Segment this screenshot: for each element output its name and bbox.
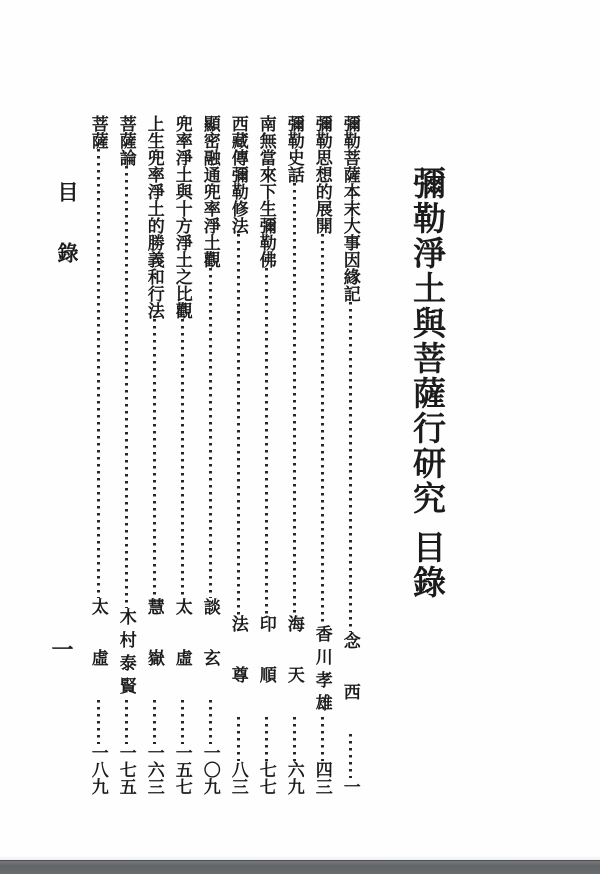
toc-entry-page: 一〇九 (200, 744, 220, 795)
toc-entry (89, 115, 107, 795)
page-title (408, 166, 443, 600)
toc-entry-author: 香川孝雄 (312, 625, 332, 717)
toc-entry-title: 兜率淨土與十方淨土之比觀 (172, 115, 192, 319)
running-head-contents: 目錄 (55, 181, 79, 303)
toc-entry-title: 菩薩 (88, 115, 108, 149)
toc-entry-page: 一六三 (144, 744, 164, 795)
dotted-leader (349, 734, 352, 778)
toc-entry-title: 菩薩論 (116, 115, 136, 166)
toc-entries (89, 115, 359, 795)
toc-entry-title: 上生兜率淨土的勝義和行法 (144, 115, 164, 319)
toc-entry-title: 顯密融通兜率淨土觀 (200, 115, 220, 268)
toc-entry (285, 115, 303, 795)
contents-label: 目錄 (408, 530, 444, 600)
toc-entry (201, 115, 219, 795)
toc-entry-page: 一 (340, 778, 360, 795)
toc-entry-author: 海天 (284, 615, 304, 717)
dotted-leader (209, 268, 212, 598)
dotted-leader (97, 700, 100, 744)
dotted-leader (265, 268, 268, 615)
toc-entry-author: 印順 (256, 615, 276, 717)
toc-entry-title: 彌勒菩薩本末大事因緣記 (340, 115, 360, 302)
toc-entry-page: 七七 (256, 761, 276, 795)
dotted-leader (265, 717, 268, 761)
toc-entry-author: 慧嶽 (144, 598, 164, 700)
toc-entry (229, 115, 247, 795)
toc-entry-author: 念西 (340, 632, 360, 734)
toc-entry-page: 一七五 (116, 744, 136, 795)
dotted-leader (237, 717, 240, 761)
toc-entry-page: 四三 (312, 761, 332, 795)
toc-entry-title: 彌勒史話 (284, 115, 304, 183)
dotted-leader (125, 700, 128, 744)
dotted-leader (349, 302, 352, 632)
dotted-leader (97, 149, 100, 598)
page-number: 一 (49, 638, 74, 660)
dotted-leader (321, 717, 324, 761)
toc-entry-page: 一五七 (172, 744, 192, 795)
toc-entry (173, 115, 191, 795)
dotted-leader (293, 717, 296, 761)
dotted-leader (293, 183, 296, 615)
toc-entry-page: 一八九 (88, 744, 108, 795)
toc-entry (313, 115, 331, 795)
toc-entry-author: 談玄 (200, 598, 220, 700)
dotted-leader (153, 319, 156, 598)
scan-bottom-edge (0, 860, 600, 874)
dotted-leader (125, 166, 128, 608)
toc-entry-title: 南無當來下生彌勒佛 (256, 115, 276, 268)
dotted-leader (153, 700, 156, 744)
toc-entry-author: 太虛 (172, 598, 192, 700)
toc-entry-author: 法尊 (228, 615, 248, 717)
dotted-leader (237, 234, 240, 615)
toc-entry-author: 木村泰賢 (116, 608, 136, 700)
dotted-leader (181, 700, 184, 744)
toc-entry-title: 西藏傳彌勒修法 (228, 115, 248, 234)
dotted-leader (181, 319, 184, 598)
toc-entry-title: 彌勒思想的展開 (312, 115, 332, 234)
toc-entry-page: 八三 (228, 761, 248, 795)
toc-entry (117, 115, 135, 795)
dotted-leader (209, 700, 212, 744)
toc-entry-author: 太虛 (88, 598, 108, 700)
toc-entry (145, 115, 163, 795)
toc-entry (341, 115, 359, 795)
book-title: 彌勒淨土與菩薩行研究 (408, 166, 444, 516)
dotted-leader (321, 234, 324, 625)
toc-entry (257, 115, 275, 795)
toc-entry-page: 六九 (284, 761, 304, 795)
